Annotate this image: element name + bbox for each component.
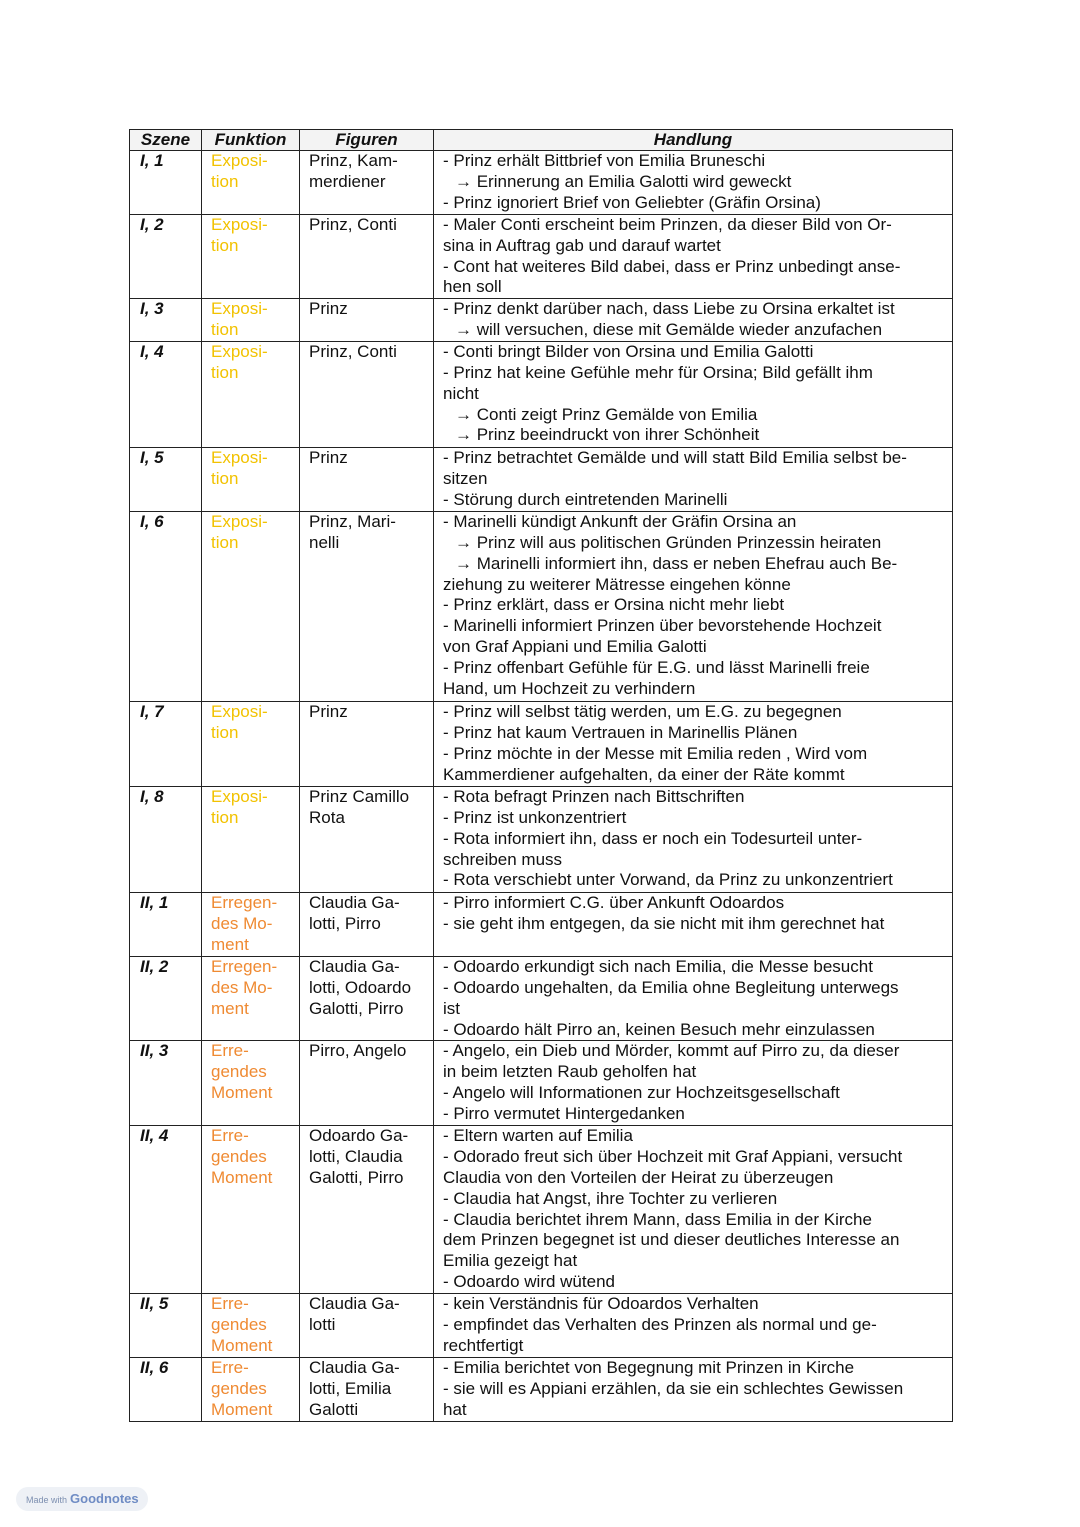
plot-cell	[434, 893, 953, 957]
plot-line: - Prinz ignoriert Brief von Geliebter (Gräfin Orsina)	[443, 192, 821, 212]
plot-line: - Prinz hat kaum Vertrauen in Marinellis Plänen	[443, 722, 798, 742]
plot-line: rechtfertigt	[443, 1335, 524, 1355]
plot-cell	[434, 342, 953, 448]
plot-line: Kammerdiener aufgehalten, da einer der Räte kommt	[443, 764, 845, 784]
plot-cell	[434, 1126, 953, 1294]
figures-line: Prinz	[309, 448, 348, 468]
plot-cell	[434, 215, 953, 299]
table-row	[130, 299, 953, 342]
function-line: gendes	[211, 1379, 267, 1399]
plot-line: → will versuchen, diese mit Gemälde wieder anzufachen	[455, 319, 883, 339]
function-cell	[202, 957, 300, 1041]
figures-cell	[300, 299, 434, 342]
figures-line: Galotti	[309, 1399, 359, 1419]
plot-line: Claudia von den Vorteilen der Heirat zu überzeugen	[443, 1167, 834, 1187]
function-line: tion	[211, 468, 239, 488]
header-handlung: Handlung	[434, 130, 953, 151]
function-cell	[202, 215, 300, 299]
function-line: Exposi-	[211, 342, 268, 362]
plot-line: - sie will es Appiani erzählen, da sie ein schlechtes Gewissen	[443, 1379, 904, 1399]
function-line: Exposi-	[211, 299, 268, 319]
function-line: Moment	[211, 1167, 273, 1187]
plot-line: - Odoardo hält Pirro an, keinen Besuch mehr einzulassen	[443, 1019, 875, 1039]
figures-line: Prinz, Conti	[309, 342, 397, 362]
plot-line: - Rota informiert ihn, dass er noch ein Todesurteil unter-	[443, 828, 863, 848]
function-line: Erregen-	[211, 957, 278, 977]
function-cell	[202, 512, 300, 702]
plot-line: in beim letzten Raub geholfen hat	[443, 1062, 697, 1082]
function-line: Moment	[211, 1082, 273, 1102]
header-row	[130, 130, 953, 151]
header-szene: Szene	[130, 130, 202, 151]
plot-line: - Angelo, ein Dieb und Mörder, kommt auf Pirro zu, da dieser	[443, 1041, 900, 1061]
function-line: tion	[211, 532, 239, 552]
scene-cell: I, 2	[130, 215, 202, 299]
table-body	[130, 151, 953, 1422]
plot-line: - Störung durch eintretenden Marinelli	[443, 489, 728, 509]
plot-line: - Odoardo erkundigt sich nach Emilia, die Messe besucht	[443, 957, 873, 977]
function-cell	[202, 151, 300, 215]
plot-line: - Marinelli informiert Prinzen über bevorstehende Hochzeit	[443, 616, 882, 636]
figures-line: Prinz, Conti	[309, 215, 397, 234]
scene-cell: II, 4	[130, 1126, 202, 1294]
plot-line: von Graf Appiani und Emilia Galotti	[443, 636, 707, 656]
function-line: Erre-	[211, 1358, 249, 1378]
table-row	[130, 1041, 953, 1126]
figures-cell	[300, 1041, 434, 1126]
plot-line: → Prinz beeindruckt von ihrer Schönheit	[455, 425, 760, 445]
function-cell	[202, 342, 300, 448]
plot-line: nicht	[443, 383, 479, 403]
function-line: Exposi-	[211, 215, 268, 234]
plot-line: Emilia gezeigt hat	[443, 1251, 578, 1271]
function-line: tion	[211, 171, 239, 191]
plot-line: → Conti zeigt Prinz Gemälde von Emilia	[455, 404, 758, 424]
plot-line: - Prinz denkt darüber nach, dass Liebe zu Orsina erkaltet ist	[443, 299, 895, 319]
plot-cell	[434, 702, 953, 787]
figures-line: Galotti, Pirro	[309, 1167, 404, 1187]
figures-cell	[300, 702, 434, 787]
figures-line: Rota	[309, 807, 345, 827]
plot-line: - Claudia hat Angst, ihre Tochter zu verlieren	[443, 1188, 778, 1208]
scene-cell: II, 3	[130, 1041, 202, 1126]
header-funktion: Funktion	[202, 130, 300, 151]
figures-line: lotti, Claudia	[309, 1147, 403, 1167]
plot-line: - Prinz erhält Bittbrief von Emilia Bruneschi	[443, 151, 766, 170]
scene-cell: I, 4	[130, 342, 202, 448]
figures-line: Claudia Ga-	[309, 957, 400, 977]
function-line: gendes	[211, 1315, 267, 1335]
plot-line: - Pirro informiert C.G. über Ankunft Odoardos	[443, 893, 785, 913]
function-line: tion	[211, 362, 239, 382]
function-line: tion	[211, 319, 239, 339]
function-cell	[202, 787, 300, 893]
plot-line: - Prinz erklärt, dass er Orsina nicht mehr liebt	[443, 595, 785, 615]
function-line: gendes	[211, 1147, 267, 1167]
function-line: Exposi-	[211, 787, 268, 807]
scene-cell: I, 7	[130, 702, 202, 787]
plot-line: - Prinz offenbart Gefühle für E.G. und lässt Marinelli freie	[443, 657, 870, 677]
badge-brand: Goodnotes	[70, 1491, 139, 1506]
function-cell	[202, 893, 300, 957]
function-cell	[202, 1294, 300, 1358]
figures-line: Prinz, Kam-	[309, 151, 398, 170]
figures-line: Galotti, Pirro	[309, 998, 404, 1018]
scene-cell: II, 2	[130, 957, 202, 1041]
plot-line: - Prinz hat keine Gefühle mehr für Orsina; Bild gefällt ihm	[443, 362, 873, 382]
plot-line: sina in Auftrag gab und darauf wartet	[443, 235, 721, 255]
function-line: Moment	[211, 1335, 273, 1355]
plot-line: sitzen	[443, 468, 488, 488]
figures-cell	[300, 1126, 434, 1294]
function-cell	[202, 1041, 300, 1126]
scene-cell: II, 5	[130, 1294, 202, 1358]
plot-line: - Odoardo ungehalten, da Emilia ohne Begleitung unterwegs	[443, 977, 899, 997]
figures-line: lotti, Emilia	[309, 1379, 392, 1399]
figures-line: Claudia Ga-	[309, 893, 400, 913]
figures-cell	[300, 448, 434, 512]
function-line: Moment	[211, 1399, 273, 1419]
plot-line: - Pirro vermutet Hintergedanken	[443, 1103, 685, 1123]
plot-line: - Emilia berichtet von Begegnung mit Prinzen in Kirche	[443, 1358, 855, 1378]
figures-line: Pirro, Angelo	[309, 1041, 407, 1061]
function-cell	[202, 1358, 300, 1422]
header-figuren: Figuren	[300, 130, 434, 151]
plot-cell	[434, 151, 953, 215]
plot-line: - Rota verschiebt unter Vorwand, da Prinz zu unkonzentriert	[443, 870, 893, 890]
function-line: tion	[211, 807, 239, 827]
plot-line: - Rota befragt Prinzen nach Bittschriften	[443, 787, 745, 807]
figures-line: lotti, Odoardo	[309, 977, 412, 997]
scene-table	[129, 129, 953, 1422]
plot-cell	[434, 448, 953, 512]
function-line: Erre-	[211, 1126, 249, 1146]
figures-line: merdiener	[309, 171, 386, 191]
table-row	[130, 893, 953, 957]
table-row	[130, 787, 953, 893]
plot-line: - kein Verständnis für Odoardos Verhalten	[443, 1294, 759, 1314]
function-line: gendes	[211, 1062, 267, 1082]
table-row	[130, 957, 953, 1041]
figures-line: Odoardo Ga-	[309, 1126, 409, 1146]
plot-cell	[434, 1041, 953, 1126]
plot-line: - Prinz ist unkonzentriert	[443, 807, 627, 827]
function-line: ment	[211, 934, 249, 954]
table-row	[130, 1126, 953, 1294]
figures-cell	[300, 215, 434, 299]
plot-line: - sie geht ihm entgegen, da sie nicht mit ihm gerechnet hat	[443, 913, 885, 933]
plot-line: → Prinz will aus politischen Gründen Prinzessin heiraten	[455, 532, 882, 552]
figures-cell	[300, 957, 434, 1041]
plot-line: → Erinnerung an Emilia Galotti wird geweckt	[455, 171, 792, 191]
plot-line: - Prinz will selbst tätig werden, um E.G. zu begegnen	[443, 702, 842, 722]
function-line: Erregen-	[211, 893, 278, 913]
figures-line: Prinz Camillo	[309, 787, 410, 807]
function-cell	[202, 448, 300, 512]
plot-line: - Claudia berichtet ihrem Mann, dass Emilia in der Kirche	[443, 1209, 872, 1229]
table-row	[130, 215, 953, 299]
figures-line: lotti, Pirro	[309, 913, 381, 933]
plot-line: - Prinz möchte in der Messe mit Emilia reden , Wird vom	[443, 743, 868, 763]
scene-cell: II, 6	[130, 1358, 202, 1422]
function-line: ment	[211, 998, 249, 1018]
plot-line: hat	[443, 1399, 467, 1419]
function-line: tion	[211, 235, 239, 255]
badge-prefix: Made with	[26, 1495, 68, 1505]
figures-line: Prinz	[309, 702, 348, 722]
function-line: Exposi-	[211, 702, 268, 722]
figures-cell	[300, 787, 434, 893]
scene-cell: I, 6	[130, 512, 202, 702]
plot-line: ziehung zu weiterer Mätresse eingehen könne	[443, 574, 791, 594]
table-row	[130, 151, 953, 215]
figures-line: Claudia Ga-	[309, 1294, 400, 1314]
figures-cell	[300, 893, 434, 957]
scene-cell: I, 5	[130, 448, 202, 512]
table-row	[130, 1294, 953, 1358]
plot-cell	[434, 787, 953, 893]
plot-line: - Cont hat weiteres Bild dabei, dass er Prinz unbedingt anse-	[443, 256, 901, 276]
figures-line: Claudia Ga-	[309, 1358, 400, 1378]
plot-cell	[434, 299, 953, 342]
figures-line: lotti	[309, 1315, 336, 1335]
table-row	[130, 342, 953, 448]
plot-line: ist	[443, 998, 460, 1018]
figures-cell	[300, 151, 434, 215]
plot-line: - Prinz betrachtet Gemälde und will statt Bild Emilia selbst be-	[443, 448, 907, 468]
plot-line: - Marinelli kündigt Ankunft der Gräfin Orsina an	[443, 512, 797, 532]
function-line: Erre-	[211, 1294, 249, 1314]
plot-line: Hand, um Hochzeit zu verhindern	[443, 678, 696, 698]
figures-line: nelli	[309, 532, 340, 552]
figures-line: Prinz, Mari-	[309, 512, 396, 532]
table-row	[130, 1358, 953, 1422]
scene-cell: I, 3	[130, 299, 202, 342]
scene-cell: II, 1	[130, 893, 202, 957]
plot-line: - Angelo will Informationen zur Hochzeitsgesellschaft	[443, 1082, 840, 1102]
plot-cell	[434, 1358, 953, 1422]
plot-line: - Maler Conti erscheint beim Prinzen, da dieser Bild von Or-	[443, 215, 892, 234]
plot-line: - Odoardo wird wütend	[443, 1271, 615, 1291]
function-line: Exposi-	[211, 151, 268, 170]
figures-cell	[300, 342, 434, 448]
plot-cell	[434, 512, 953, 702]
function-line: des Mo-	[211, 913, 273, 933]
plot-line: - Odorado freut sich über Hochzeit mit Graf Appiani, versucht	[443, 1147, 903, 1167]
figures-cell	[300, 512, 434, 702]
plot-line: dem Prinzen begegnet ist und dieser deutliches Interesse an	[443, 1230, 900, 1250]
figures-cell	[300, 1358, 434, 1422]
table-row	[130, 448, 953, 512]
scene-cell: I, 8	[130, 787, 202, 893]
figures-line: Prinz	[309, 299, 348, 319]
plot-cell	[434, 1294, 953, 1358]
function-line: tion	[211, 722, 239, 742]
plot-line: → Marinelli informiert ihn, dass er neben Ehefrau auch Be-	[455, 553, 898, 573]
function-cell	[202, 702, 300, 787]
function-line: Exposi-	[211, 448, 268, 468]
plot-line: - Conti bringt Bilder von Orsina und Emilia Galotti	[443, 342, 814, 362]
plot-line: - Eltern warten auf Emilia	[443, 1126, 633, 1146]
function-cell	[202, 299, 300, 342]
plot-line: hen soll	[443, 277, 502, 297]
plot-line: schreiben muss	[443, 849, 563, 869]
table-row	[130, 702, 953, 787]
figures-cell	[300, 1294, 434, 1358]
table-row	[130, 512, 953, 702]
goodnotes-badge	[16, 1487, 148, 1511]
function-line: des Mo-	[211, 977, 273, 997]
function-line: Erre-	[211, 1041, 249, 1061]
plot-cell	[434, 957, 953, 1041]
scene-cell: I, 1	[130, 151, 202, 215]
plot-line: - empfindet das Verhalten des Prinzen als normal und ge-	[443, 1315, 877, 1335]
function-cell	[202, 1126, 300, 1294]
function-line: Exposi-	[211, 512, 268, 532]
